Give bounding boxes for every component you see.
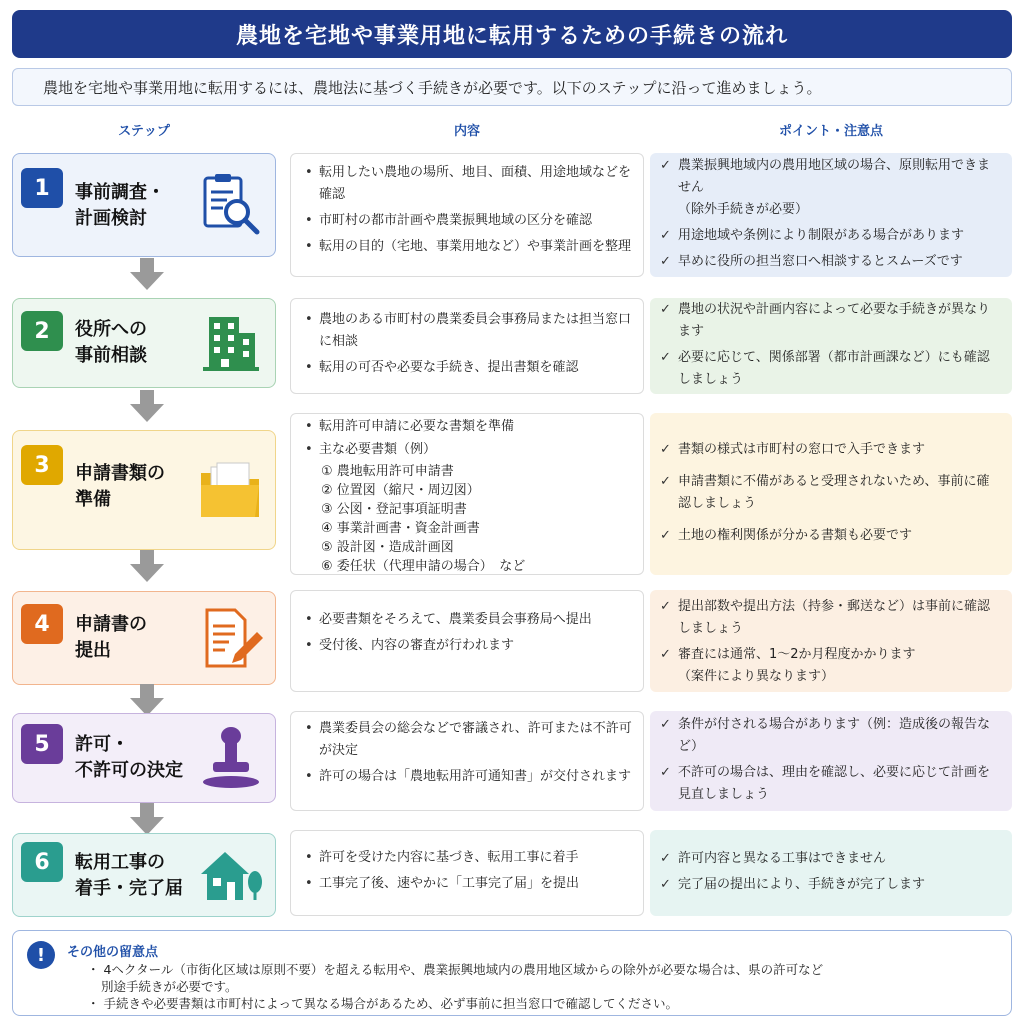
point-item: ✓ 早めに役所の担当窓口へ相談するとスムーズです xyxy=(660,251,1002,273)
column-header-points: ポイント・注意点 xyxy=(778,124,883,139)
step-points-5 xyxy=(650,711,1012,811)
step-content-5 xyxy=(290,711,644,811)
step-number: 3 xyxy=(21,445,63,485)
doc-item: ⑥ 委任状（代理申請の場合） など xyxy=(321,559,526,574)
step-card-2 xyxy=(12,298,276,388)
stamp-icon xyxy=(197,724,265,792)
content-item: • 転用したい農地の場所、地目、面積、用途地域などを確認 xyxy=(305,162,635,206)
point-item: ✓ 土地の権利関係が分かる書類も必要です xyxy=(660,525,1002,547)
point-item: ✓ 不許可の場合は、理由を確認し、必要に応じて計画を見直しましょう xyxy=(660,762,1002,806)
flow-arrow-icon xyxy=(130,390,164,422)
content-item: • 市町村の都市計画や農業振興地域の区分を確認 xyxy=(305,210,635,232)
content-item: • 農地のある市町村の農業委員会事務局または担当窓口に相談 xyxy=(305,309,635,353)
notes-line: 別途手続きが必要です。 xyxy=(101,979,238,994)
flow-arrow-icon xyxy=(130,684,164,716)
step-number: 5 xyxy=(21,724,63,764)
step-card-3 xyxy=(12,430,276,550)
flow-arrow-icon xyxy=(130,803,164,835)
column-header-content: 内容 xyxy=(453,124,480,139)
point-item: ✓ 提出部数や提出方法（持参・郵送など）は事前に確認しましょう xyxy=(660,596,1002,640)
step-title: 申請書の 提出 xyxy=(75,614,147,661)
content-item: • 転用の目的（宅地、事業用地など）や事業計画を整理 xyxy=(305,236,635,258)
flow-arrow-icon xyxy=(130,550,164,582)
intro-text: 農地を宅地や事業用地に転用するには、農地法に基づく手続きが必要です。以下のステップに沿って進めましょう。 xyxy=(12,68,1012,106)
step-content-3 xyxy=(290,413,644,575)
point-item: ✓ 完了届の提出により、手続きが完了します xyxy=(660,874,1002,896)
content-item: • 工事完了後、速やかに「工事完了届」を提出 xyxy=(305,873,635,895)
point-item: ✓ 農地の状況や計画内容によって必要な手続きが異なります xyxy=(660,299,1002,343)
content-item: • 必要書類をそろえて、農業委員会事務局へ提出 xyxy=(305,609,635,631)
step-points-6 xyxy=(650,830,1012,916)
point-item: ✓ 必要に応じて、関係部署（都市計画課など）にも確認しましょう xyxy=(660,347,1002,391)
clipboard-search-icon xyxy=(197,170,265,238)
step-card-6 xyxy=(12,833,276,917)
point-item: ✓ 許可内容と異なる工事はできません xyxy=(660,848,1002,870)
step-points-3 xyxy=(650,413,1012,575)
notes-panel xyxy=(12,930,1012,1016)
step-title: 事前調査・ 計画検討 xyxy=(75,182,165,229)
step-number: 2 xyxy=(21,311,63,351)
content-item: • 主な必要書類（例） xyxy=(305,439,635,460)
content-item: • 受付後、内容の審査が行われます xyxy=(305,635,635,657)
step-content-6 xyxy=(290,830,644,916)
step-title: 申請書類の 準備 xyxy=(75,463,165,510)
doc-item: ① 農地転用許可申請書 xyxy=(321,464,454,479)
point-item: ✓ 農業振興地域内の農用地区域の場合、原則転用できません xyxy=(660,155,1002,199)
content-item: • 転用の可否や必要な手続き、提出書類を確認 xyxy=(305,357,635,379)
content-item: • 許可の場合は「農地転用許可通知書」が交付されます xyxy=(305,766,635,788)
content-item: • 転用許可申請に必要な書類を準備 xyxy=(305,416,635,437)
step-card-1 xyxy=(12,153,276,257)
doc-item: ② 位置図（縮尺・周辺図） xyxy=(321,483,480,498)
flow-arrow-icon xyxy=(130,258,164,290)
page-title: 農地を宅地や事業用地に転用するための手続きの流れ xyxy=(12,10,1012,58)
column-header-step: ステップ xyxy=(118,124,170,139)
document-pen-icon xyxy=(197,604,265,672)
step-title: 役所への 事前相談 xyxy=(75,319,147,366)
point-item: ✓ 審査には通常、1〜2か月程度かかります xyxy=(660,644,1002,666)
step-content-2 xyxy=(290,298,644,394)
step-number: 1 xyxy=(21,168,63,208)
doc-item: ④ 事業計画書・資金計画書 xyxy=(321,521,480,536)
step-points-4 xyxy=(650,590,1012,692)
step-number: 6 xyxy=(21,842,63,882)
content-item: • 許可を受けた内容に基づき、転用工事に着手 xyxy=(305,847,635,869)
point-note: （案件により異なります） xyxy=(678,669,835,684)
notes-line: ・ 4ヘクタール（市街化区域は原則不要）を超える転用や、農業振興地域内の農用地区域からの除外が必要な場合は、県の許可など xyxy=(87,962,824,977)
info-icon: ! xyxy=(27,941,55,969)
step-content-1 xyxy=(290,153,644,277)
point-item: ✓ 用途地域や条例により制限がある場合があります xyxy=(660,225,1002,247)
content-item: • 農業委員会の総会などで審議され、許可または不許可が決定 xyxy=(305,718,635,762)
house-icon xyxy=(197,842,265,910)
step-points-1 xyxy=(650,153,1012,277)
building-icon xyxy=(197,309,265,377)
step-title: 転用工事の 着手・完了届 xyxy=(75,852,183,899)
doc-item: ⑤ 設計図・造成計画図 xyxy=(321,540,454,555)
notes-title: その他の留意点 xyxy=(67,945,159,960)
point-note: （除外手続きが必要） xyxy=(678,202,809,217)
point-item: ✓ 書類の様式は市町村の窓口で入手できます xyxy=(660,439,1002,461)
step-number: 4 xyxy=(21,604,63,644)
folder-icon xyxy=(197,457,265,525)
step-points-2 xyxy=(650,298,1012,394)
step-card-4 xyxy=(12,591,276,685)
step-title: 許可・ 不許可の決定 xyxy=(75,734,183,781)
notes-line: ・ 手続きや必要書類は市町村によって異なる場合があるため、必ず事前に担当窓口で確認してください。 xyxy=(87,996,678,1011)
point-item: ✓ 条件が付される場合があります（例：造成後の報告など） xyxy=(660,714,1002,758)
doc-item: ③ 公図・登記事項証明書 xyxy=(321,502,467,517)
step-card-5 xyxy=(12,713,276,803)
point-item: ✓ 申請書類に不備があると受理されないため、事前に確認しましょう xyxy=(660,471,1002,515)
step-content-4 xyxy=(290,590,644,692)
